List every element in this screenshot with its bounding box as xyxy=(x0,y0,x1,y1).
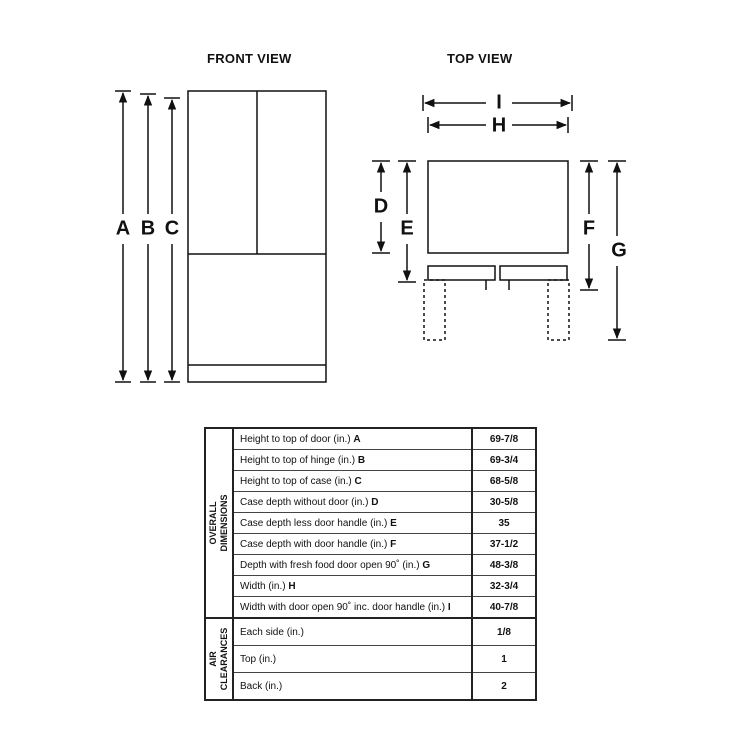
row-value: 35 xyxy=(472,513,536,534)
table-row xyxy=(205,534,536,555)
dimensions-table xyxy=(204,427,537,701)
row-value: 69-3/4 xyxy=(472,450,536,471)
row-value: 68-5/8 xyxy=(472,471,536,492)
label-b: B xyxy=(140,217,156,240)
table-row xyxy=(205,597,536,619)
label-h: H xyxy=(491,114,507,137)
row-value: 48-3/8 xyxy=(472,555,536,576)
row-label: Case depth with door handle (in.) F xyxy=(233,534,472,555)
label-i: I xyxy=(496,91,502,114)
row-value: 2 xyxy=(472,673,536,701)
table-row xyxy=(205,555,536,576)
label-d: D xyxy=(373,195,389,218)
table-row xyxy=(205,492,536,513)
table-row xyxy=(205,471,536,492)
table-row xyxy=(205,646,536,673)
open-door-swing xyxy=(424,280,569,340)
left-door-top xyxy=(428,266,495,280)
row-label: Depth with fresh food door open 90˚ (in.) G xyxy=(233,555,472,576)
label-a: A xyxy=(115,217,131,240)
row-label: Each side (in.) xyxy=(233,618,472,646)
front-view-fridge xyxy=(188,91,326,382)
row-label: Top (in.) xyxy=(233,646,472,673)
row-label: Height to top of case (in.) C xyxy=(233,471,472,492)
row-label: Case depth less door handle (in.) E xyxy=(233,513,472,534)
row-label: Width (in.) H xyxy=(233,576,472,597)
top-view-fridge xyxy=(424,161,569,340)
table-row xyxy=(205,576,536,597)
top-view-title: TOP VIEW xyxy=(447,51,513,66)
row-value: 40-7/8 xyxy=(472,597,536,619)
row-label: Back (in.) xyxy=(233,673,472,701)
table-row xyxy=(205,513,536,534)
group-air-clearances: AIR CLEARANCES xyxy=(205,618,233,700)
row-label: Width with door open 90˚ inc. door handle (in.) I xyxy=(233,597,472,619)
table-row xyxy=(205,450,536,471)
row-value: 32-3/4 xyxy=(472,576,536,597)
row-label: Height to top of door (in.) A xyxy=(233,428,472,450)
right-door-top xyxy=(500,266,567,280)
row-value: 37-1/2 xyxy=(472,534,536,555)
label-g: G xyxy=(611,239,627,262)
row-label: Height to top of hinge (in.) B xyxy=(233,450,472,471)
table-row xyxy=(205,673,536,701)
front-view-title: FRONT VIEW xyxy=(207,51,292,66)
row-value: 1 xyxy=(472,646,536,673)
group-overall-dimensions: OVERALL DIMENSIONS xyxy=(205,428,233,618)
table-row xyxy=(205,618,536,646)
row-value: 30-5/8 xyxy=(472,492,536,513)
row-value: 69-7/8 xyxy=(472,428,536,450)
table-row xyxy=(205,428,536,450)
row-value: 1/8 xyxy=(472,618,536,646)
label-e: E xyxy=(400,217,414,240)
label-c: C xyxy=(164,217,180,240)
label-f: F xyxy=(582,217,596,240)
row-label: Case depth without door (in.) D xyxy=(233,492,472,513)
case-outline xyxy=(428,161,568,253)
